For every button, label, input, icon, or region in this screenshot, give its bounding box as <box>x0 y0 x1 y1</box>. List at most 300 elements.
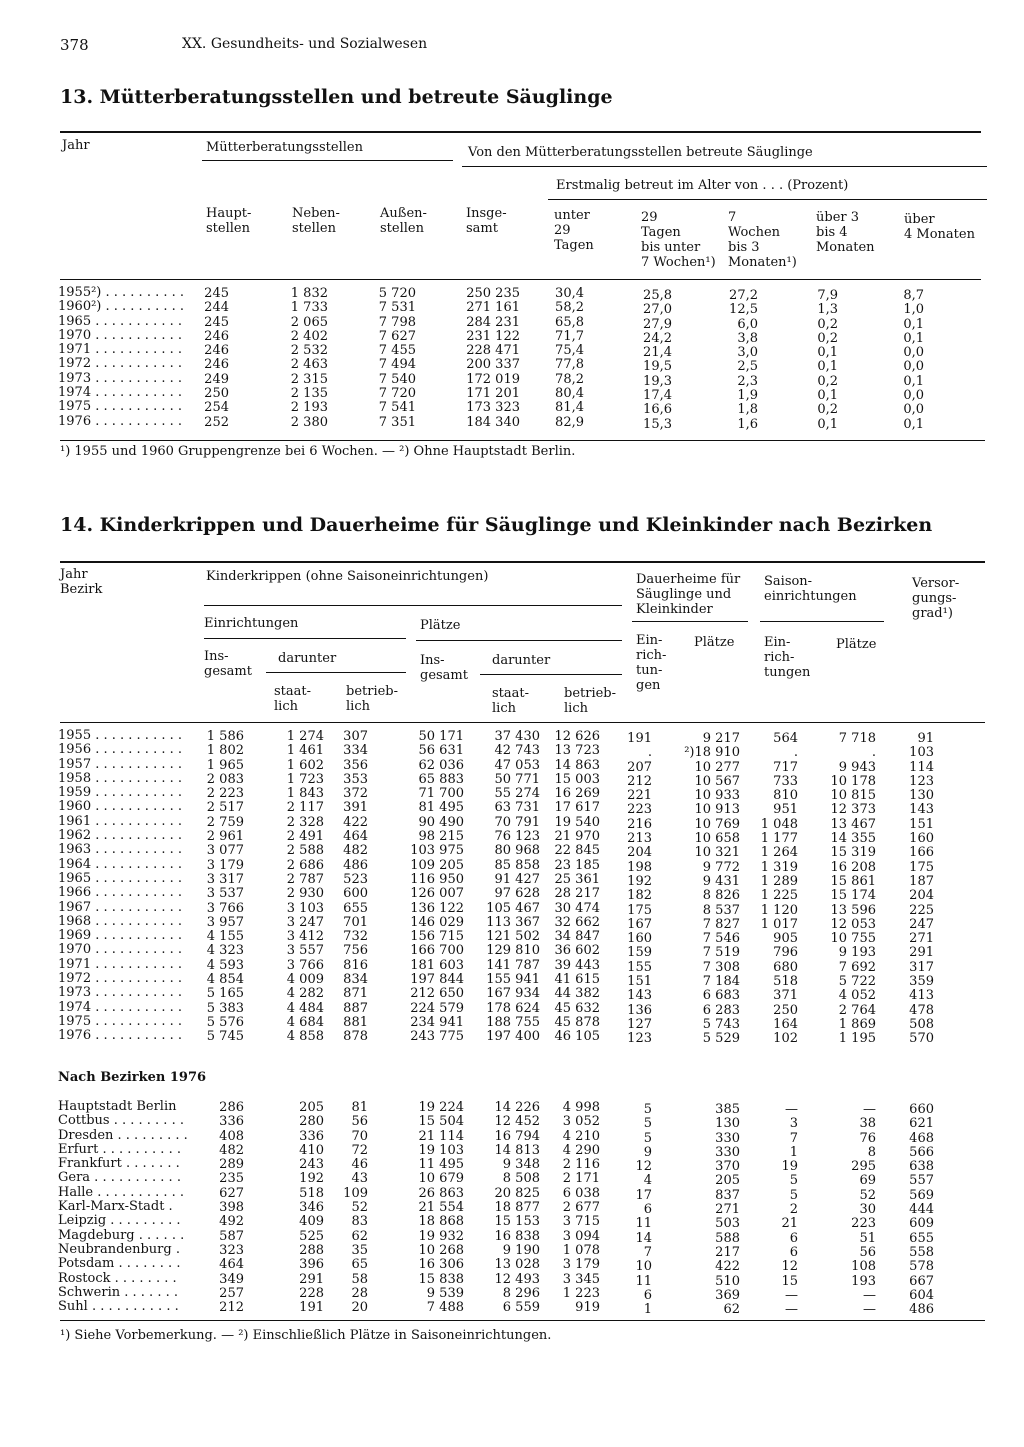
table-cell: 85 858 <box>494 857 540 873</box>
table-cell: 1 602 <box>286 757 324 773</box>
table-cell: 56 <box>351 1114 368 1130</box>
table-cell: 14 813 <box>494 1142 540 1158</box>
table-cell: 198 <box>627 859 652 875</box>
table-cell: 17 <box>635 1187 652 1203</box>
table-cell: 8 <box>867 1144 876 1160</box>
table-cell: 18 877 <box>494 1200 540 1216</box>
t14-col-4 <box>476 730 540 1045</box>
t13-col-5 <box>630 289 672 432</box>
table-cell: 468 <box>909 1130 934 1146</box>
table-cell: 7 692 <box>838 959 876 975</box>
table-cell: 569 <box>909 1187 934 1203</box>
table-cell: 2 135 <box>290 386 328 402</box>
table-cell: 225 <box>909 902 934 918</box>
table-cell: 1 177 <box>760 831 798 847</box>
table-cell: 0,2 <box>817 373 838 389</box>
table-cell: 184 340 <box>466 414 520 430</box>
table-cell: 21,4 <box>643 345 672 361</box>
table-cell: 627 <box>219 1185 244 1201</box>
table-cell: 76 123 <box>494 829 540 845</box>
table-cell: 905 <box>773 931 798 947</box>
table-cell: 1976 . . . . . . . . . . . <box>58 413 182 429</box>
table-cell: 246 <box>204 328 229 344</box>
t14-pl-darunter-rule <box>480 674 622 675</box>
table-cell: 5 745 <box>206 1029 244 1045</box>
table-cell: 1 289 <box>760 873 798 889</box>
t14-col-1 <box>266 730 324 1045</box>
table-cell: 1 965 <box>206 757 244 773</box>
table-cell: 919 <box>575 1300 600 1316</box>
table-cell: 81,4 <box>555 400 584 416</box>
table-cell: 7 455 <box>378 343 416 359</box>
table-cell: 756 <box>343 943 368 959</box>
table-cell: 188 755 <box>486 1014 540 1030</box>
table-cell: 2 961 <box>206 829 244 845</box>
table-cell: 871 <box>343 986 368 1002</box>
table-cell: 2 764 <box>838 1002 876 1018</box>
table-cell: 2 463 <box>290 357 328 373</box>
table-cell: 45 632 <box>554 1000 600 1016</box>
t14-years <box>58 729 198 1044</box>
table-cell: 1967 . . . . . . . . . . . <box>58 899 182 915</box>
table-cell: 9 431 <box>702 873 740 889</box>
table-cell: 2 588 <box>286 843 324 859</box>
table-cell: 1,0 <box>903 302 924 318</box>
table-cell: 1971 . . . . . . . . . . . <box>58 956 182 972</box>
table-cell: 58,2 <box>555 300 584 316</box>
t14-saison-rule <box>760 621 884 622</box>
table-cell: 136 122 <box>410 900 464 916</box>
table-cell: 109 205 <box>410 857 464 873</box>
table-cell: 7 531 <box>378 300 416 316</box>
table-cell: 3 317 <box>206 871 244 887</box>
table-cell: Cottbus . . . . . . . . . <box>58 1113 184 1129</box>
t13-col-2 <box>352 287 416 430</box>
table-cell: 62 <box>351 1228 368 1244</box>
table-cell: Hauptstadt Berlin <box>58 1099 177 1114</box>
table-cell: 1975 . . . . . . . . . . . <box>58 399 182 415</box>
t14-versorgung: Versor- gungs- grad¹) <box>912 576 960 621</box>
table-cell: 254 <box>204 400 229 416</box>
table-cell: 160 <box>909 831 934 847</box>
table-cell: 1961 . . . . . . . . . . . <box>58 813 182 829</box>
table-cell: 223 <box>851 1216 876 1232</box>
table-cell: 246 <box>204 357 229 373</box>
t14-footnote: ¹) Siehe Vorbemerkung. — ²) Einschließlich Plätze in Saisoneinrichtungen. <box>60 1328 552 1343</box>
table-cell: 422 <box>715 1259 740 1275</box>
table-cell: 1 733 <box>290 300 328 316</box>
table-cell: 8 508 <box>502 1171 540 1187</box>
table-cell: 323 <box>219 1242 244 1258</box>
t14-plaetze-rule <box>416 640 622 641</box>
table-cell: 146 029 <box>410 914 464 930</box>
table-cell: 464 <box>219 1257 244 1273</box>
table-cell: 1,9 <box>737 388 758 404</box>
table-cell: 2 517 <box>206 800 244 816</box>
table-cell: 5 <box>643 1102 652 1117</box>
table-cell: 0,2 <box>817 402 838 418</box>
table-cell: 234 941 <box>410 1014 464 1030</box>
table-cell: 2 402 <box>290 328 328 344</box>
table-cell: 257 <box>219 1285 244 1301</box>
table-cell: 564 <box>773 731 798 746</box>
table-cell: 3 103 <box>286 900 324 916</box>
table-cell: 1 319 <box>760 859 798 875</box>
t14-plaetze: Plätze <box>420 618 461 633</box>
t14-einr-betrieblich: betrieb- lich <box>346 684 399 714</box>
table-cell: 1 <box>789 1144 798 1160</box>
table-cell: 3 766 <box>206 900 244 916</box>
t14-pl-insgesamt: Ins- gesamt <box>420 653 468 683</box>
table-cell: 1 264 <box>760 845 798 861</box>
table-cell: 221 <box>627 788 652 804</box>
table-cell: 2 759 <box>206 814 244 830</box>
table-cell: 9 <box>643 1144 652 1160</box>
table-cell: 16 269 <box>554 786 600 802</box>
t13-col-jahr: Jahr <box>62 138 90 153</box>
table-cell: 212 <box>219 1300 244 1316</box>
table-cell: 2,5 <box>737 359 758 375</box>
table-cell: 12,5 <box>729 302 758 318</box>
table-cell: 126 007 <box>410 886 464 902</box>
table14-title: 14. Kinderkrippen und Dauerheime für Säuglinge und Kleinkinder nach Bezirken <box>60 514 933 536</box>
table-cell: 2 677 <box>562 1200 600 1216</box>
table-cell: 10 913 <box>694 802 740 818</box>
table-cell: 35 <box>351 1242 368 1258</box>
table-cell: 4 593 <box>206 957 244 973</box>
table-cell: 289 <box>219 1157 244 1173</box>
table-cell: 2 328 <box>286 814 324 830</box>
table-cell: 14 355 <box>830 831 876 847</box>
table-cell: 167 934 <box>486 986 540 1002</box>
table-cell: 20 <box>351 1300 368 1316</box>
table-cell: 834 <box>343 972 368 988</box>
table-cell: 2 223 <box>206 786 244 802</box>
table-cell: 207 <box>627 759 652 775</box>
table-cell: 837 <box>715 1187 740 1203</box>
table-cell: 1 078 <box>562 1242 600 1258</box>
t14-bez-col-2 <box>330 1101 368 1315</box>
table-cell: 2 686 <box>286 857 324 873</box>
table-cell: 1960 . . . . . . . . . . . <box>58 799 182 815</box>
table-cell: 508 <box>909 1016 934 1032</box>
table-cell: 15 003 <box>554 771 600 787</box>
table-cell: 21 <box>781 1216 798 1232</box>
table-cell: 660 <box>909 1102 934 1117</box>
table-cell: 4 052 <box>838 988 876 1004</box>
table-cell: 288 <box>299 1242 324 1258</box>
table-cell: 4 <box>643 1173 652 1189</box>
table-cell: 0,1 <box>903 373 924 389</box>
table-cell: 205 <box>299 1100 324 1115</box>
table-cell: 0,1 <box>817 416 838 432</box>
table-cell: 62 036 <box>418 757 464 773</box>
table-cell: 733 <box>773 773 798 789</box>
table-cell: 16 306 <box>418 1257 464 1273</box>
table-cell: 1968 . . . . . . . . . . . <box>58 913 182 929</box>
table-cell: 22 845 <box>554 843 600 859</box>
table-cell: 570 <box>909 1031 934 1047</box>
table-cell: 143 <box>909 802 934 818</box>
table-cell: 1 802 <box>206 743 244 759</box>
table-cell: 3 715 <box>562 1214 600 1230</box>
table-cell: 3 412 <box>286 929 324 945</box>
t14-dauer-rule <box>632 621 748 622</box>
t14-dauer-einr: Ein- rich- tun- gen <box>636 633 667 693</box>
table-cell: 9 190 <box>502 1242 540 1258</box>
table-cell: 212 <box>627 773 652 789</box>
table-cell: 228 <box>299 1285 324 1301</box>
table-cell: 4 684 <box>286 1014 324 1030</box>
table-cell: 5 165 <box>206 986 244 1002</box>
table-cell: 588 <box>715 1230 740 1246</box>
table-cell: 7 720 <box>378 386 416 402</box>
table-cell: 16 838 <box>494 1228 540 1244</box>
table-cell: 5 529 <box>702 1031 740 1047</box>
table-cell: 39 443 <box>554 957 600 973</box>
table-cell: 1960²) . . . . . . . . . . <box>58 299 185 315</box>
table-cell: 166 <box>909 845 934 861</box>
table-cell: 20 825 <box>494 1185 540 1201</box>
table-cell: 7 <box>643 1244 652 1260</box>
table-cell: 7 540 <box>378 371 416 387</box>
table-cell: 36 602 <box>554 943 600 959</box>
table-cell: 10 679 <box>418 1171 464 1187</box>
table-cell: 70 791 <box>494 814 540 830</box>
table-cell: 336 <box>299 1128 324 1144</box>
table-cell: 391 <box>343 800 368 816</box>
table-cell: 1966 . . . . . . . . . . . <box>58 885 182 901</box>
table-cell: 0,1 <box>903 316 924 332</box>
t14-bez-col-4 <box>476 1101 540 1315</box>
table-cell: 116 950 <box>410 871 464 887</box>
t14-dauer-plaetze: Plätze <box>694 635 735 650</box>
table-cell: 422 <box>343 814 368 830</box>
table-cell: 3 345 <box>562 1271 600 1287</box>
table-cell: 12 053 <box>830 916 876 932</box>
table-cell: 1958 . . . . . . . . . . . <box>58 770 182 786</box>
table-cell: 478 <box>909 1002 934 1018</box>
table-cell: 3 179 <box>206 857 244 873</box>
table-cell: 291 <box>909 945 934 961</box>
table-cell: 46 105 <box>554 1029 600 1045</box>
table-cell: 4 323 <box>206 943 244 959</box>
t13-group1: Mütterberatungsstellen <box>206 140 363 155</box>
table-cell: 113 367 <box>486 914 540 930</box>
table-cell: 30 <box>859 1202 876 1218</box>
t13-subgroup: Erstmalig betreut im Alter von . . . (Prozent) <box>556 178 849 193</box>
table-cell: 17,4 <box>643 388 672 404</box>
table-cell: 108 <box>851 1259 876 1275</box>
t13-subgroup-rule <box>548 199 987 200</box>
table-cell: 1970 . . . . . . . . . . . <box>58 327 182 343</box>
table-cell: 252 <box>204 414 229 430</box>
table-cell: 4 484 <box>286 1000 324 1016</box>
t14-einr-staatlich: staat- lich <box>274 684 312 714</box>
table-cell: 1 586 <box>206 729 244 744</box>
table-cell: 5 722 <box>838 974 876 990</box>
table-cell: 10 769 <box>694 816 740 832</box>
table-cell: 55 274 <box>494 786 540 802</box>
table-cell: 3 179 <box>562 1257 600 1273</box>
t13-col-7 <box>800 289 838 432</box>
table-cell: 464 <box>343 829 368 845</box>
table-cell: 667 <box>909 1273 934 1289</box>
table-cell: Erfurt . . . . . . . . . . <box>58 1141 181 1157</box>
table13-title: 13. Mütterberatungsstellen und betreute Säuglinge <box>60 86 613 108</box>
table-cell: 91 427 <box>494 871 540 887</box>
table-cell: 14 <box>635 1230 652 1246</box>
table-cell: 951 <box>773 802 798 818</box>
table-cell: 1955 . . . . . . . . . . . <box>58 728 182 743</box>
t14-group-dauer: Dauerheime für Säuglinge und Kleinkinder <box>636 572 741 617</box>
table-cell: 6 <box>643 1287 652 1303</box>
table-cell: — <box>863 1302 876 1318</box>
table-cell: 71,7 <box>555 328 584 344</box>
table-cell: 246 <box>204 343 229 359</box>
table-cell: 19 224 <box>418 1100 464 1115</box>
table-cell: 9 217 <box>702 731 740 746</box>
table-cell: 75,4 <box>555 343 584 359</box>
table-cell: 7 718 <box>838 731 876 746</box>
table-cell: 13 467 <box>830 816 876 832</box>
table-cell: 816 <box>343 957 368 973</box>
table-cell: 193 <box>851 1273 876 1289</box>
table-cell: 231 122 <box>466 328 520 344</box>
table-cell: 9 772 <box>702 859 740 875</box>
table-cell: 249 <box>204 371 229 387</box>
table-cell: 6 038 <box>562 1185 600 1201</box>
table-cell: 7 351 <box>378 414 416 430</box>
table-cell: 83 <box>351 1214 368 1230</box>
t14-pl-betrieblich: betrieb- lich <box>564 686 617 716</box>
table-cell: 65 883 <box>418 771 464 787</box>
table-cell: 7,9 <box>817 288 838 303</box>
t14-bez-col-10 <box>900 1103 934 1317</box>
column-header: unter 29 Tagen <box>554 208 594 253</box>
table-cell: 566 <box>909 1144 934 1160</box>
t14-bezirke-heading: Nach Bezirken 1976 <box>58 1070 207 1085</box>
table-cell: 1 843 <box>286 786 324 802</box>
table-cell: 604 <box>909 1287 934 1303</box>
table-cell: 0,0 <box>903 402 924 418</box>
table-cell: 0,0 <box>903 345 924 361</box>
table-cell: 243 <box>299 1157 324 1173</box>
table-cell: 7 308 <box>702 959 740 975</box>
table-cell: 11 <box>635 1216 652 1232</box>
table-cell: 27,0 <box>643 302 672 318</box>
table-cell: 6 <box>789 1244 798 1260</box>
table-cell: 4 290 <box>562 1142 600 1158</box>
table-cell: 8 537 <box>702 902 740 918</box>
table-cell: 127 <box>627 1016 652 1032</box>
table-cell: 91 <box>917 731 934 746</box>
t13-group2: Von den Mütterberatungsstellen betreute Säuglinge <box>468 145 813 160</box>
table-cell: 3 557 <box>286 943 324 959</box>
table-cell: . <box>871 745 876 761</box>
table-cell: 1 223 <box>562 1285 600 1301</box>
table-cell: 291 <box>299 1271 324 1287</box>
table-cell: 518 <box>773 974 798 990</box>
table-cell: 486 <box>909 1302 934 1318</box>
table-cell: 346 <box>299 1200 324 1216</box>
table-cell: 271 <box>909 931 934 947</box>
table-cell: 3 052 <box>562 1114 600 1130</box>
table-cell: 330 <box>715 1144 740 1160</box>
table-cell: Karl-Marx-Stadt . <box>58 1199 173 1215</box>
table-cell: 71 700 <box>418 786 464 802</box>
table-cell: 280 <box>299 1114 324 1130</box>
table-cell: 3 247 <box>286 914 324 930</box>
table-cell: 701 <box>343 914 368 930</box>
table-cell: Magdeburg . . . . . . <box>58 1227 185 1243</box>
table-cell: 10 <box>635 1259 652 1275</box>
table-cell: 878 <box>343 1029 368 1045</box>
table-cell: 7 184 <box>702 974 740 990</box>
table-cell: 1,8 <box>737 402 758 418</box>
table-cell: 1972 . . . . . . . . . . . <box>58 971 182 987</box>
table-cell: 1 832 <box>290 286 328 301</box>
table-cell: 525 <box>299 1228 324 1244</box>
table-cell: 1 <box>643 1302 652 1318</box>
table-cell: 271 <box>715 1202 740 1218</box>
table-cell: 1969 . . . . . . . . . . . <box>58 928 182 944</box>
table-cell: 28 217 <box>554 886 600 902</box>
table-cell: 80 968 <box>494 843 540 859</box>
column-header: Außen- stellen <box>380 206 427 236</box>
table-cell: 15 504 <box>418 1114 464 1130</box>
table-cell: 197 844 <box>410 972 464 988</box>
t14-bez-col-6 <box>618 1103 652 1317</box>
table-cell: 171 201 <box>466 386 520 402</box>
table-cell: 166 700 <box>410 943 464 959</box>
table-cell: 82,9 <box>555 414 584 430</box>
table-cell: 6 <box>643 1202 652 1218</box>
table-cell: 385 <box>715 1102 740 1117</box>
table-cell: 224 579 <box>410 1000 464 1016</box>
table-cell: 2 787 <box>286 871 324 887</box>
table-cell: 19,5 <box>643 359 672 375</box>
t14-pl-darunter: darunter <box>492 653 551 668</box>
table-cell: 37 430 <box>494 729 540 744</box>
table-cell: 356 <box>343 757 368 773</box>
table-cell: 2 315 <box>290 371 328 387</box>
table-cell: 27,9 <box>643 316 672 332</box>
table-cell: 244 <box>204 300 229 316</box>
table-cell: 27,2 <box>729 288 758 303</box>
table-cell: 10 268 <box>418 1242 464 1258</box>
table-cell: 655 <box>909 1230 934 1246</box>
table-cell: 25 361 <box>554 871 600 887</box>
table-cell: 47 053 <box>494 757 540 773</box>
table-cell: 9 348 <box>502 1157 540 1173</box>
table-cell: . <box>647 745 652 761</box>
table-cell: Frankfurt . . . . . . . <box>58 1156 180 1172</box>
table-cell: 34 847 <box>554 929 600 945</box>
table-cell: 217 <box>715 1244 740 1260</box>
table-cell: 44 382 <box>554 986 600 1002</box>
table-cell: 12 452 <box>494 1114 540 1130</box>
table-cell: 1965 . . . . . . . . . . . <box>58 870 182 886</box>
table-cell: 5 383 <box>206 1000 244 1016</box>
table-cell: 160 <box>627 931 652 947</box>
table-cell: 129 810 <box>486 943 540 959</box>
table-cell: 204 <box>909 888 934 904</box>
table-cell: 3 077 <box>206 843 244 859</box>
table-cell: 0,2 <box>817 316 838 332</box>
t13-footnote: ¹) 1955 und 1960 Gruppengrenze bei 6 Wochen. — ²) Ohne Hauptstadt Berlin. <box>60 444 576 459</box>
section-title: XX. Gesundheits- und Sozialwesen <box>182 36 428 52</box>
